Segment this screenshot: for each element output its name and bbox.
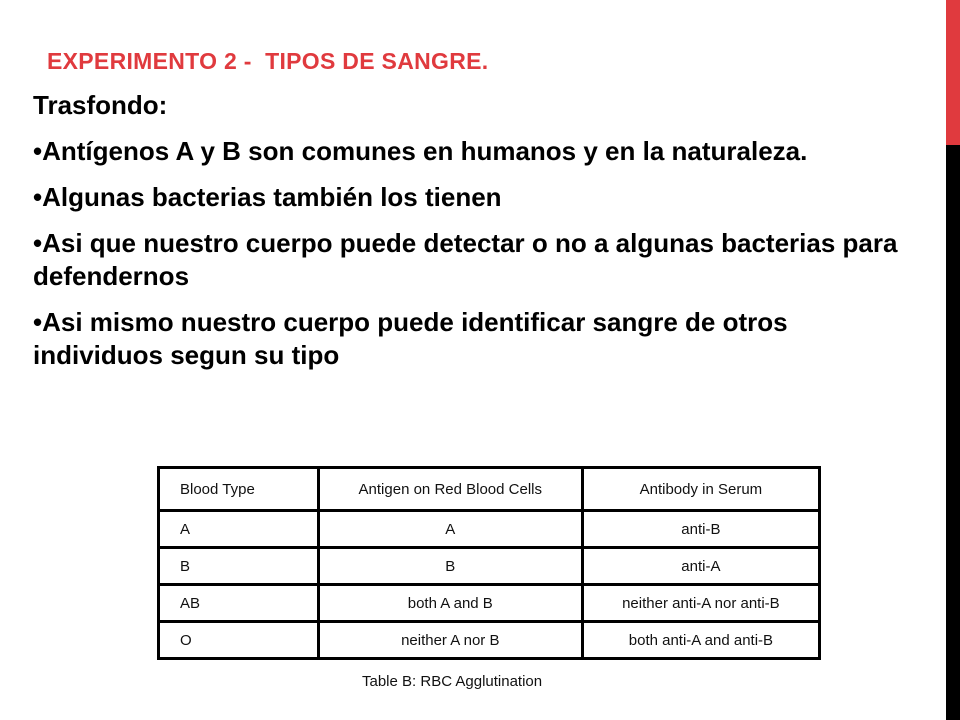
table-header-row	[159, 468, 820, 511]
table-caption: Table B: RBC Agglutination	[362, 673, 543, 690]
slide-title: EXPERIMENTO 2 - TIPOS DE SANGRE.	[47, 48, 489, 74]
cell-antigen: neither A nor B	[318, 622, 582, 659]
table-row	[159, 622, 820, 659]
table-row	[159, 548, 820, 585]
sidebar-accent-bar	[946, 0, 960, 145]
cell-antigen: A	[318, 511, 582, 548]
cell-antigen: both A and B	[318, 585, 582, 622]
cell-antigen: B	[318, 548, 582, 585]
cell-blood-type: B	[159, 548, 319, 585]
bullet-identify-blood: •Asi mismo nuestro cuerpo puede identificar sangre de otros individuos segun su tipo	[33, 307, 788, 370]
table-row	[159, 585, 820, 622]
slide-content	[33, 89, 913, 385]
cell-antibody: both anti-A and anti-B	[582, 622, 819, 659]
background-heading: Trasfondo:	[33, 90, 168, 120]
bullet-antigens: •Antígenos A y B son comunes en humanos y en la naturaleza.	[33, 136, 808, 166]
bullet-bacteria: •Algunas bacterias también los tienen	[33, 182, 502, 212]
cell-antibody: anti-A	[582, 548, 819, 585]
header-antigen: Antigen on Red Blood Cells	[318, 468, 582, 511]
cell-blood-type: A	[159, 511, 319, 548]
header-blood-type: Blood Type	[159, 468, 319, 511]
cell-blood-type: AB	[159, 585, 319, 622]
table-row	[159, 511, 820, 548]
blood-type-table	[157, 466, 821, 660]
cell-antibody: neither anti-A nor anti-B	[582, 585, 819, 622]
header-antibody: Antibody in Serum	[582, 468, 819, 511]
bullet-detect-bacteria: •Asi que nuestro cuerpo puede detectar o no a algunas bacterias para defendernos	[33, 228, 898, 291]
blood-type-table-figure	[157, 466, 821, 696]
cell-blood-type: O	[159, 622, 319, 659]
cell-antibody: anti-B	[582, 511, 819, 548]
